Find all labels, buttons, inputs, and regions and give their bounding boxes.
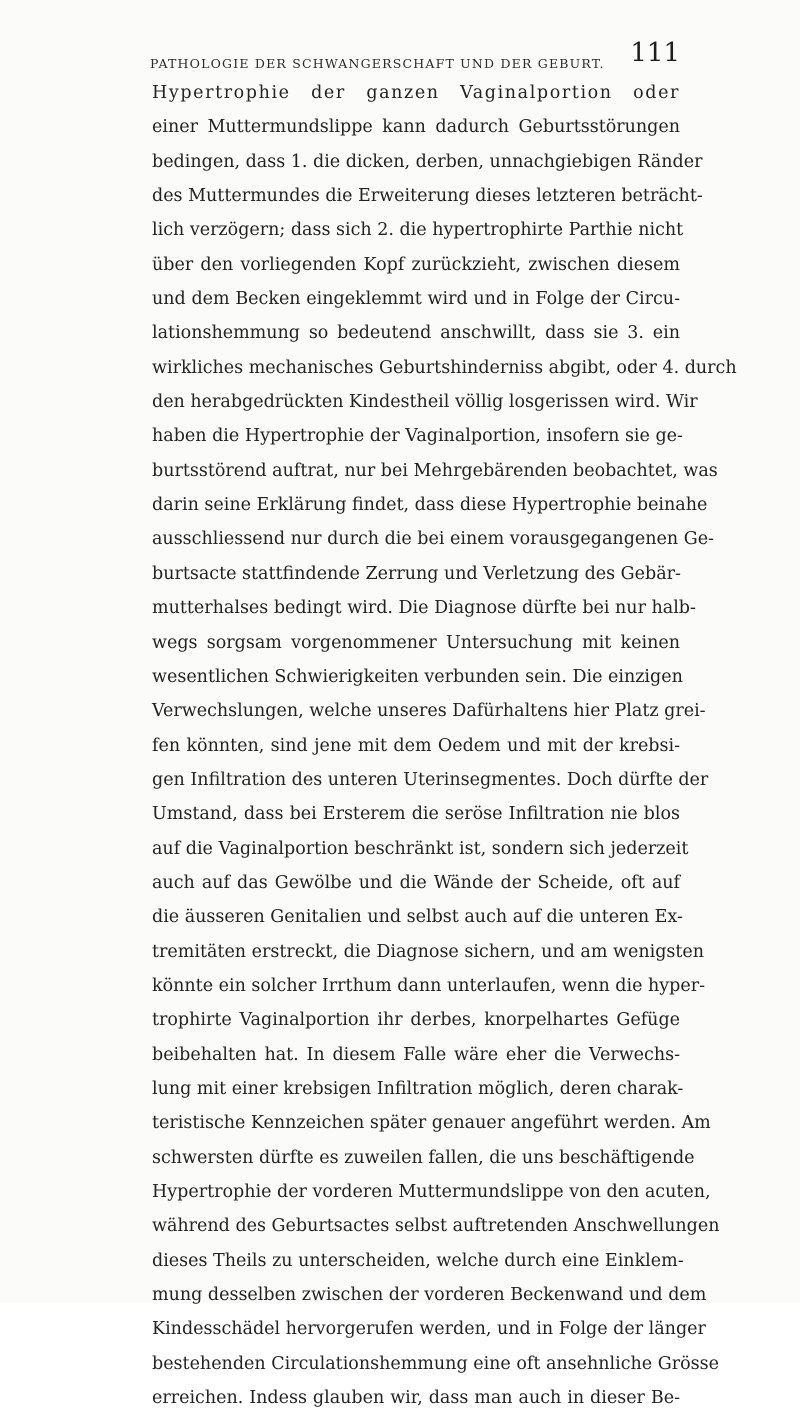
text-line: gen Infiltration des unteren Uterinsegmentes. Doch dürfte der: [152, 769, 709, 790]
text-line: einer Muttermundslippe kann dadurch Geburtsstörungen: [152, 117, 680, 138]
text-line: dieses Theils zu unterscheiden, welche durch eine Einklem-: [152, 1250, 684, 1271]
running-title: PATHOLOGIE DER SCHWANGERSCHAFT UND DER GEBURT.: [150, 56, 605, 71]
text-line: schwersten dürfte es zuweilen fallen, die uns beschäftigende: [152, 1147, 695, 1168]
text-line: des Muttermundes die Erweiterung dieses letzteren beträcht-: [152, 186, 703, 207]
text-line: mung desselben zwischen der vorderen Beckenwand und dem: [152, 1285, 707, 1306]
text-line: lationshemmung so bedeutend anschwillt, dass sie 3. ein: [152, 323, 680, 344]
text-line: und dem Becken eingeklemmt wird und in Folge der Circu-: [152, 289, 680, 310]
text-line: wegs sorgsam vorgenommener Untersuchung mit keinen: [152, 632, 680, 653]
text-line: bestehenden Circulationshemmung eine oft ansehnliche Grösse: [152, 1353, 719, 1374]
text-line: teristische Kennzeichen später genauer angeführt werden. Am: [152, 1113, 711, 1134]
text-line: die äusseren Genitalien und selbst auch auf die unteren Ex-: [152, 907, 683, 928]
text-line: trophirte Vaginalportion ihr derbes, knorpelhartes Gefüge: [152, 1010, 680, 1031]
text-line: auch auf das Gewölbe und die Wände der Scheide, oft auf: [152, 872, 680, 893]
text-line: mutterhalses bedingt wird. Die Diagnose dürfte bei nur halb-: [152, 598, 696, 619]
text-line: wirkliches mechanisches Geburtshinderniss abgibt, oder 4. durch: [152, 357, 737, 378]
text-line: den herabgedrückten Kindestheil völlig losgerissen wird. Wir: [152, 392, 698, 413]
text-line: lich verzögern; dass sich 2. die hypertrophirte Parthie nicht: [152, 220, 684, 241]
text-line: lung mit einer krebsigen Infiltration möglich, deren charak-: [152, 1078, 684, 1099]
text-line: tremitäten erstreckt, die Diagnose sichern, und am wenigsten: [152, 941, 705, 962]
text-line: burtsstörend auftrat, nur bei Mehrgebärenden beobachtet, was: [152, 460, 718, 481]
text-line: bedingen, dass 1. die dicken, derben, unnachgiebigen Ränder: [152, 151, 703, 172]
text-line: haben die Hypertrophie der Vaginalportion, insofern sie ge-: [152, 426, 683, 447]
text-line: über den vorliegenden Kopf zurückzieht, zwischen diesem: [152, 254, 680, 275]
text-line: burtsacte stattfindende Zerrung und Verletzung des Gebär-: [152, 563, 681, 584]
text-line: auf die Vaginalportion beschränkt ist, sondern sich jederzeit: [152, 838, 689, 859]
text-line: beibehalten hat. In diesem Falle wäre eher die Verwechs-: [152, 1044, 680, 1065]
body-paragraph: [152, 76, 737, 1415]
text-line: wesentlichen Schwierigkeiten verbunden sein. Die einzigen: [152, 666, 683, 687]
text-line: fen könnten, sind jene mit dem Oedem und mit der krebsi-: [152, 735, 680, 756]
text-line: Hypertrophie der vorderen Muttermundslippe von den acuten,: [152, 1182, 711, 1202]
text-line: Verwechslungen, welche unseres Dafürhaltens hier Platz grei-: [152, 701, 706, 722]
text-line: Hypertrophie der ganzen Vaginalportion oder: [152, 83, 680, 103]
text-line: Umstand, dass bei Ersterem die seröse Infiltration nie blos: [152, 804, 680, 825]
text-line: während des Geburtsactes selbst auftretenden Anschwellungen: [152, 1216, 720, 1237]
text-line: ausschliessend nur durch die bei einem vorausgegangenen Ge-: [152, 529, 714, 550]
text-line: Kindesschädel hervorgerufen werden, und in Folge der länger: [152, 1319, 706, 1340]
text-line: erreichen. Indess glauben wir, dass man auch in dieser Be-: [152, 1388, 680, 1409]
text-line: darin seine Erklärung findet, dass diese Hypertrophie beinahe: [152, 495, 708, 516]
text-line: könnte ein solcher Irrthum dann unterlaufen, wenn die hyper-: [152, 975, 705, 996]
page-number: 111: [630, 38, 680, 68]
